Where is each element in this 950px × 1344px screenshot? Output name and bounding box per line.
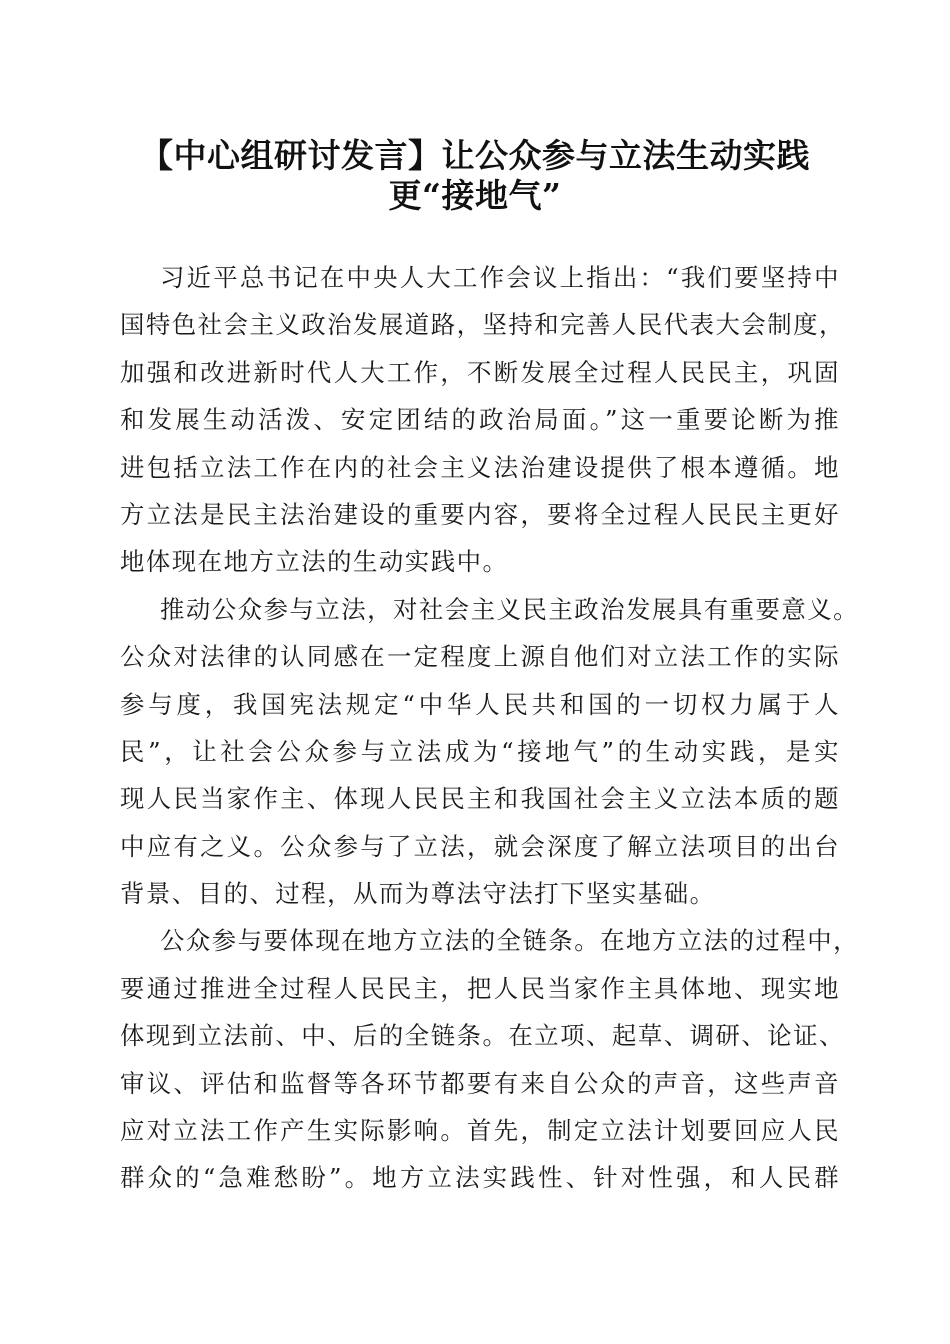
- text-line: 方立法是民主法治建设的重要内容，要将全过程人民民主更好: [120, 499, 840, 529]
- text-line: 习近平总书记在中央人大工作会议上指出：“我们要坚持中: [160, 263, 840, 292]
- text-line: 参与度，我国宪法规定“中华人民共和国的一切权力属于人: [120, 689, 840, 719]
- text-line: 应对立法工作产生实际影响。首先，制定立法计划要回应人民: [120, 1116, 840, 1146]
- document-title: [100, 136, 850, 216]
- text-line: 审议、评估和监督等各环节都要有来自公众的声音，这些声音: [120, 1068, 840, 1098]
- paragraph-3: [120, 917, 860, 1201]
- title-line-1: 【中心组研讨发言】让公众参与立法生动实践: [140, 136, 810, 175]
- text-line: 进包括立法工作在内的社会主义法治建设提供了根本遵循。地: [120, 452, 840, 482]
- text-line: 群众的“急难愁盼”。地方立法实践性、针对性强，和人民群: [120, 1163, 840, 1193]
- text-line: 民”，让社会公众参与立法成为“接地气”的生动实践，是实: [120, 736, 840, 766]
- text-line: 公众参与要体现在地方立法的全链条。在地方立法的过程中，: [160, 926, 860, 956]
- text-line: 推动公众参与立法，对社会主义民主政治发展具有重要意义。: [160, 594, 860, 624]
- text-line: 公众对法律的认同感在一定程度上源自他们对立法工作的实际: [120, 642, 840, 672]
- text-line: 现人民当家作主、体现人民民主和我国社会主义立法本质的题: [120, 784, 840, 814]
- text-line: 背景、目的、过程，从而为尊法守法打下坚实基础。: [120, 879, 716, 909]
- text-line: 要通过推进全过程人民民主，把人民当家作主具体地、现实地: [120, 973, 840, 1003]
- text-line: 体现到立法前、中、后的全链条。在立项、起草、调研、论证、: [120, 1021, 845, 1051]
- document-body: [120, 254, 860, 1202]
- paragraph-2: [120, 586, 860, 918]
- text-line: 地体现在地方立法的生动实践中。: [120, 547, 509, 577]
- paragraph-1: [120, 254, 845, 586]
- text-line: 国特色社会主义政治发展道路，坚持和完善人民代表大会制度，: [120, 310, 845, 340]
- text-line: 中应有之义。公众参与了立法，就会深度了解立法项目的出台: [120, 831, 840, 861]
- text-line: 加强和改进新时代人大工作，不断发展全过程人民民主，巩固: [120, 357, 840, 387]
- title-line-2: 更“接地气”: [388, 176, 562, 215]
- text-line: 和发展生动活泼、安定团结的政治局面。”这一重要论断为推: [120, 405, 840, 435]
